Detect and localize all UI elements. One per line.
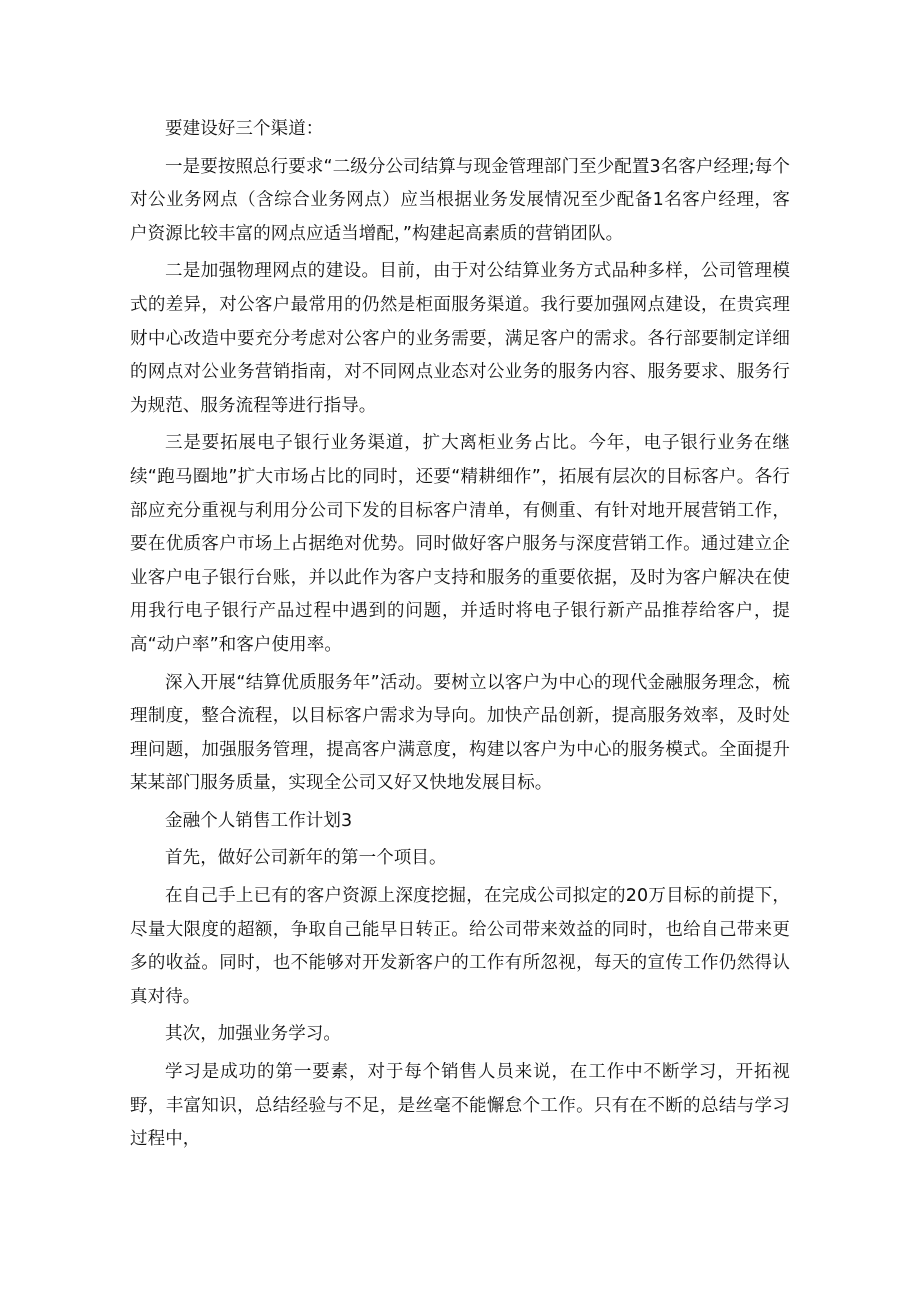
paragraph-client-resources: 在自己手上已有的客户资源上深度挖掘，在完成公司拟定的20万目标的前提下，尽量大限度的超额，争取自己能早日转正。给公司带来效益的同时，也给自己带来更多的收益。同时，也不能够对开发新客户的工作有所忽视，每天的宣传工作仍然得认真对待。 [130, 886, 790, 1007]
paragraph-third-point: 三是要拓展电子银行业务渠道，扩大离柜业务占比。今年，电子银行业务在继续“跑马圈地”扩大市场占比的同时，还要“精耕细作”，拓展有层次的目标客户。各行部应充分重视与利用分公司下发的目标客户清单，有侧重、有针对地开展营销工作，要在优质客户市场上占据绝对优势。同时做好客户服务与深度营销工作。通过建立企业客户电子银行台账，并以此作为客户支持和服务的重要依据，及时为客户解决在使用我行电子银行产品过程中遇到的问题，并适时将电子银行新产品推荐给客户，提高“动户率”和客户使用率。 [130, 433, 790, 655]
paragraph-second-item: 其次，加强业务学习。 [165, 1024, 341, 1045]
paragraph-first-item: 首先，做好公司新年的第一个项目。 [165, 848, 447, 869]
section-heading: 金融个人销售工作计划3 [165, 810, 353, 831]
paragraph-service-year: 深入开展“结算优质服务年”活动。要树立以客户为中心的现代金融服务理念，梳理制度，整合流程，以目标客户需求为导向。加快产品创新，提高服务效率，及时处理问题，加强服务管理，提高客户满意度，构建以客户为中心的服务模式。全面提升某某部门服务质量，实现全公司又好又快地发展目标。 [130, 672, 790, 794]
paragraph-learning: 学习是成功的第一要素，对于每个销售人员来说，在工作中不断学习，开拓视野，丰富知识，总结经验与不足，是丝毫不能懈怠个工作。只有在不断的总结与学习过程中， [130, 1062, 790, 1150]
paragraph-channels-intro: 要建设好三个渠道： [165, 119, 324, 139]
paragraph-first-point: 一是要按照总行要求“二级分公司结算与现金管理部门至少配置3名客户经理;每个对公业务网点（含综合业务网点）应当根据业务发展情况至少配备1名客户经理，客户资源比较丰富的网点应适当增配，”构建起高素质的营销团队。 [130, 156, 790, 244]
document-body [130, 113, 790, 1161]
paragraph-second-point: 二是加强物理网点的建设。目前，由于对公结算业务方式品种多样，公司管理模式的差异，对公客户最常用的仍然是柜面服务渠道。我行要加强网点建设，在贵宾理财中心改造中要充分考虑对公客户的业务需要，满足客户的需求。各行部要制定详细的网点对公业务营销指南，对不同网点业态对公业务的服务内容、服务要求、服务行为规范、服务流程等进行指导。 [130, 261, 790, 416]
